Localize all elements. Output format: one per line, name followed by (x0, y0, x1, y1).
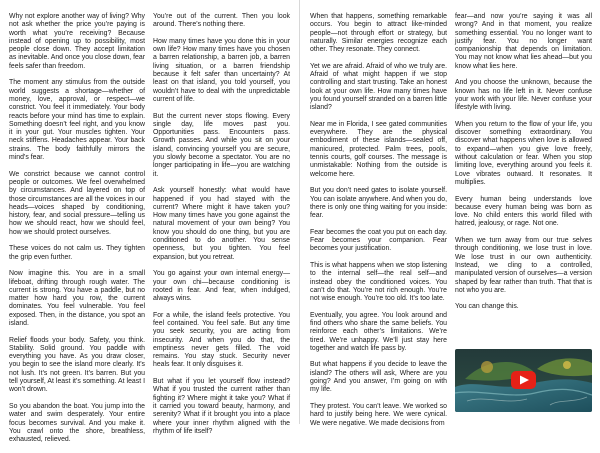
paragraph: The moment any stimulus from the outside world suggests a shortage—whether of money, love, approval, or respect—we constrict. You feel it immediately. Your body reacts before your mind has time to explain. Something doesn’t feel right, and you know it in your gut. Your muscles tighten. Your neck stiffens. Headaches appear. Your back strains. The body faithfully mirrors the mind’s fear. (9, 79, 145, 162)
paragraph: Fear becomes the coat you put on each day. Fear becomes your companion. Fear becomes your justification. (310, 228, 447, 253)
paragraph: This is what happens when we stop listening to the internal self—the real self—and instead obey the conditioned voices. You can’t do that. You’re not rich enough. You’re not wise enough. You’re too old. It’s too late. (310, 261, 447, 303)
text-column-1 (9, 13, 145, 453)
paragraph: So you abandon the boat. You jump into the water and swim desperately. Your entire focus becomes survival. And you make it. You crawl onto the shore, breathless, exhausted, relieved. (9, 402, 145, 444)
paragraph: When that happens, something remarkable occurs. You begin to attract like-minded people—not through effort or strategy, but naturally. Similar energies recognize each other. They resonate. They connect. (310, 13, 447, 54)
video-thumbnail[interactable] (455, 349, 592, 412)
paragraph: When you return to the flow of your life, you discover something extraordinary. You discover what happens when love is allowed to expand—when you give love freely, without calculation or fear. When you stop limiting love, everything around you feels it. Love vibrates outward. It resonates. It multiplies. (455, 120, 592, 186)
paragraph: Eventually, you agree. You look around and find others who share the same beliefs. You reinforce each other’s limitations. We’re tired. We’re unhappy. We’ll just stay here together and watch life pass by. (310, 311, 447, 352)
paragraph: You go against your own internal energy—your own chi—because conditioning is rooted in fear. And fear, when indulged, always wins. (153, 270, 290, 303)
video-thumbnail-image (455, 349, 592, 412)
paragraph: Why not explore another way of living? Why not ask whether the price you’re paying is worth what you’re receiving? Because instead of opening up to possibility, most people close down. They accept limitation as inevitable. And once you close down, fear feels safer than freedom. (9, 13, 145, 70)
paragraph: Every human being understands love because every human being was born as love. No child enters this world filled with hatred, jealousy, or rage. Not one. (455, 195, 592, 228)
paragraph: fear—and now you’re saying it was all wrong? And in that moment, you realize something essential. You no longer want to justify fear. You no longer want companionship that depends on limitation. You may not know what lies ahead—but you know what lies here. (455, 13, 592, 70)
paragraph: These voices do not calm us. They tighten the grip even further. (9, 245, 145, 261)
text-column-2 (153, 13, 290, 444)
text-column-4 (455, 13, 592, 320)
paragraph: They protest. You can’t leave. We worked so hard to justify being here. We were cynical. We were negative. We made decisions from (310, 402, 447, 427)
paragraph: We constrict because we cannot control people or outcomes. We feel overwhelmed by circumstances. And layered on top of those circumstances are all the voices in our heads—voices shaped by conditioning, history, fear, and social pressure—telling us how we should react, how we should feel, how we should protect ourselves. (9, 170, 145, 236)
paragraph: Relief floods your body. Safety, you think. Stability. Solid ground. You paddle with everything you have. As you draw closer, you begin to see the island more clearly. It’s not lush. It’s not green. It’s barren. But you tell yourself, At least it’s something. At least I won’t drown. (9, 336, 145, 394)
paragraph: And you choose the unknown, because the known has no life left in it. Never confuse your work with your life. Never confuse your lifestyle with living. (455, 79, 592, 112)
paragraph: Now imagine this. You are in a small lifeboat, drifting through rough water. The current is strong. You have a paddle, but no matter how hard you row, the current dominates. You feel vulnerable. You feel exposed. Then, in the distance, you spot an island. (9, 270, 145, 327)
paragraph: Yet we are afraid. Afraid of who we truly are. Afraid of what might happen if we stop controlling and start trusting. Take an honest look at your own life. How many times have you found yourself stranded on a barren little island? (310, 62, 447, 112)
paragraph: But you don’t need gates to isolate yourself. You can isolate anywhere. And when you do, there is only one thing waiting for you inside: fear. (310, 187, 447, 220)
paragraph: Ask yourself honestly: what would have happened if you had stayed with the current? Where might it have taken you? How many times have you gone against the natural movement of your own being? You know you should do one thing, but you are conditioned to do another. You sense openness, but you tighten. You feel expansion, but you retreat. (153, 187, 290, 261)
paragraph: But what happens if you decide to leave the island? The others will ask, Where are you going? And you answer, I’m going on with my life. (310, 361, 447, 394)
paragraph: You can change this. (455, 303, 519, 311)
paragraph: But what if you let yourself flow instead? What if you trusted the current rather than fighting it? Where might it take you? What if it carried you toward beauty, harmony, and serenity? What if it brought you into a place where your inner rhythm aligned with the rhythm of life itself? (153, 378, 290, 435)
paragraph: But the current never stops flowing. Every single day, life moves past you. Opportunities pass. Encounters pass. Growth passes. And while you sit on your island, convincing yourself you are secure, you slowly become a spectator. You are no longer participating in life—you are watching it. (153, 112, 290, 178)
paragraph: Near me in Florida, I see gated communities everywhere. They are the physical embodiment of these islands—sealed off, manicured, protected. Palm trees, pools, tennis courts, golf courses. The message is unmistakable: Nothing from the outside is welcome here. (310, 120, 447, 178)
paragraph: How many times have you done this in your own life? How many times have you chosen a barren relationship, a barren job, a barren living situation, or a barren friendship because it felt safer than uncertainty? At least on that island, you told yourself, you wouldn’t have to deal with the unpredictable current of life. (153, 37, 290, 103)
text-column-3 (310, 13, 447, 436)
page-divider (299, 0, 300, 424)
play-icon[interactable] (511, 371, 536, 389)
paragraph: For a while, the island feels protective. You feel contained. You feel safe. But any time you seek security, you are acting from insecurity. And when you do that, the emptiness never gets filled. The void remains. You stay stuck. Security never heals fear. It only disguises it. (153, 311, 290, 369)
paragraph: You’re out of the current. Then you look around. There’s nothing there. (153, 13, 290, 29)
paragraph: When we turn away from our true selves through conditioning, we lose trust in love. We lose trust in our own authenticity. Instead, we cling to a controlled, manipulated version of ourselves—a version shaped by fear rather than truth. That that is not who you are. (455, 237, 592, 294)
